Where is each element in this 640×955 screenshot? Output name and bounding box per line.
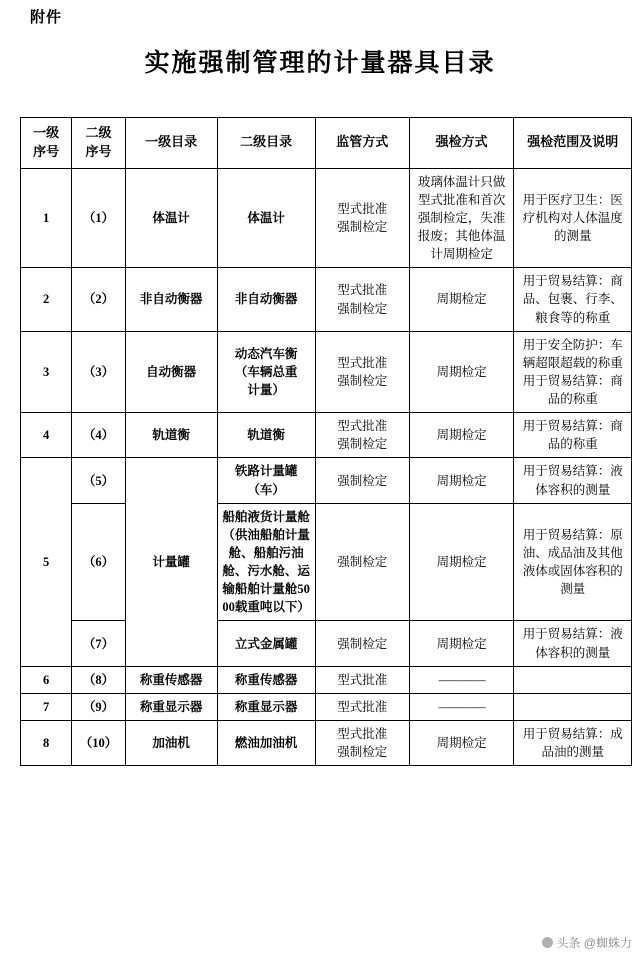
cell-inspection: 周期检定 — [409, 413, 514, 458]
cell-scope: 用于贸易结算：商品的称重 — [514, 413, 632, 458]
cell-scope: 用于安全防护：车辆超限超载的称重 用于贸易结算：商品的称重 — [514, 331, 632, 413]
cell-inspection: 周期检定 — [409, 268, 514, 331]
cell-inspection: 周期检定 — [409, 458, 514, 503]
cell-level1-catalog: 自动衡器 — [125, 331, 217, 413]
cell-level1-no: 5 — [21, 458, 72, 666]
cell-inspection: ———— — [409, 666, 514, 693]
cell-scope: 用于贸易结算：原油、成品油及其他液体或固体容积的测量 — [514, 503, 632, 621]
cell-level1-catalog: 计量罐 — [125, 458, 217, 666]
cell-level2-no: （8） — [72, 666, 125, 693]
cell-supervision: 强制检定 — [315, 458, 409, 503]
cell-inspection: 周期检定 — [409, 331, 514, 413]
table-header-row — [21, 118, 632, 169]
table-row — [21, 168, 632, 268]
watermark-text: 头条 @蜘蛛力 — [556, 936, 632, 950]
toutiao-icon — [542, 937, 553, 948]
cell-level1-no: 4 — [21, 413, 72, 458]
column-header-level1-catalog: 一级目录 — [125, 118, 217, 169]
cell-supervision: 强制检定 — [315, 621, 409, 666]
cell-level2-no: （7） — [72, 621, 125, 666]
cell-level1-no: 6 — [21, 666, 72, 693]
cell-level2-no: （3） — [72, 331, 125, 413]
table-row — [21, 458, 632, 503]
cell-level1-no: 3 — [21, 331, 72, 413]
cell-level2-catalog: 称重显示器 — [217, 693, 315, 720]
table-row — [21, 503, 632, 621]
cell-level2-catalog: 体温计 — [217, 168, 315, 268]
cell-scope: 用于贸易结算：成品油的测量 — [514, 720, 632, 765]
cell-level2-catalog: 立式金属罐 — [217, 621, 315, 666]
column-header-supervision: 监管方式 — [315, 118, 409, 169]
cell-level2-catalog: 燃油加油机 — [217, 720, 315, 765]
cell-supervision: 强制检定 — [315, 503, 409, 621]
cell-level2-catalog: 非自动衡器 — [217, 268, 315, 331]
document-page — [0, 6, 640, 955]
cell-inspection: 玻璃体温计只做型式批准和首次强制检定，失准报废；其他体温计周期检定 — [409, 168, 514, 268]
cell-scope: 用于贸易结算：液体容积的测量 — [514, 621, 632, 666]
cell-level2-catalog: 铁路计量罐 （车） — [217, 458, 315, 503]
cell-scope: 用于贸易结算：液体容积的测量 — [514, 458, 632, 503]
table-row — [21, 268, 632, 331]
cell-inspection: 周期检定 — [409, 720, 514, 765]
cell-level2-no: （6） — [72, 503, 125, 621]
cell-scope — [514, 693, 632, 720]
cell-level2-no: （10） — [72, 720, 125, 765]
column-header-scope: 强检范围及说明 — [514, 118, 632, 169]
cell-level2-catalog: 船舶液货计量舱（供油船舶计量舱、船舶污油舱、污水舱、运输船舶计量舱5000载重吨以下） — [217, 503, 315, 621]
cell-inspection: 周期检定 — [409, 621, 514, 666]
cell-scope: 用于医疗卫生：医疗机构对人体温度的测量 — [514, 168, 632, 268]
cell-supervision: 型式批准 强制检定 — [315, 331, 409, 413]
cell-level2-no: （5） — [72, 458, 125, 503]
cell-level2-catalog: 动态汽车衡 （车辆总重 计量） — [217, 331, 315, 413]
cell-level1-no: 2 — [21, 268, 72, 331]
table-row — [21, 621, 632, 666]
cell-supervision: 型式批准 — [315, 693, 409, 720]
cell-scope — [514, 666, 632, 693]
cell-supervision: 型式批准 — [315, 666, 409, 693]
cell-level1-no: 1 — [21, 168, 72, 268]
cell-level2-catalog: 称重传感器 — [217, 666, 315, 693]
cell-supervision: 型式批准 强制检定 — [315, 720, 409, 765]
cell-level2-no: （1） — [72, 168, 125, 268]
cell-level1-catalog: 非自动衡器 — [125, 268, 217, 331]
catalog-table — [20, 117, 632, 766]
table-row — [21, 331, 632, 413]
table-row — [21, 413, 632, 458]
cell-level1-no: 8 — [21, 720, 72, 765]
column-header-level2-no: 二级 序号 — [72, 118, 125, 169]
cell-inspection: 周期检定 — [409, 503, 514, 621]
cell-level2-no: （2） — [72, 268, 125, 331]
watermark — [542, 934, 632, 951]
column-header-inspection: 强检方式 — [409, 118, 514, 169]
page-title: 实施强制管理的计量器具目录 — [144, 50, 496, 77]
cell-level1-catalog: 称重传感器 — [125, 666, 217, 693]
cell-level1-no: 7 — [21, 693, 72, 720]
cell-level2-catalog: 轨道衡 — [217, 413, 315, 458]
cell-level1-catalog: 轨道衡 — [125, 413, 217, 458]
table-row — [21, 693, 632, 720]
column-header-level1-no: 一级 序号 — [21, 118, 72, 169]
cell-supervision: 型式批准 强制检定 — [315, 168, 409, 268]
cell-scope: 用于贸易结算：商品、包裹、行李、粮食等的称重 — [514, 268, 632, 331]
table-row — [21, 720, 632, 765]
cell-level2-no: （9） — [72, 693, 125, 720]
cell-level1-catalog: 加油机 — [125, 720, 217, 765]
cell-level2-no: （4） — [72, 413, 125, 458]
cell-inspection: ———— — [409, 693, 514, 720]
cell-level1-catalog: 称重显示器 — [125, 693, 217, 720]
attachment-label: 附件 — [30, 10, 63, 26]
cell-level1-catalog: 体温计 — [125, 168, 217, 268]
cell-supervision: 型式批准 强制检定 — [315, 413, 409, 458]
table-row — [21, 666, 632, 693]
catalog-table-wrapper — [14, 117, 626, 766]
column-header-level2-catalog: 二级目录 — [217, 118, 315, 169]
cell-supervision: 型式批准 强制检定 — [315, 268, 409, 331]
